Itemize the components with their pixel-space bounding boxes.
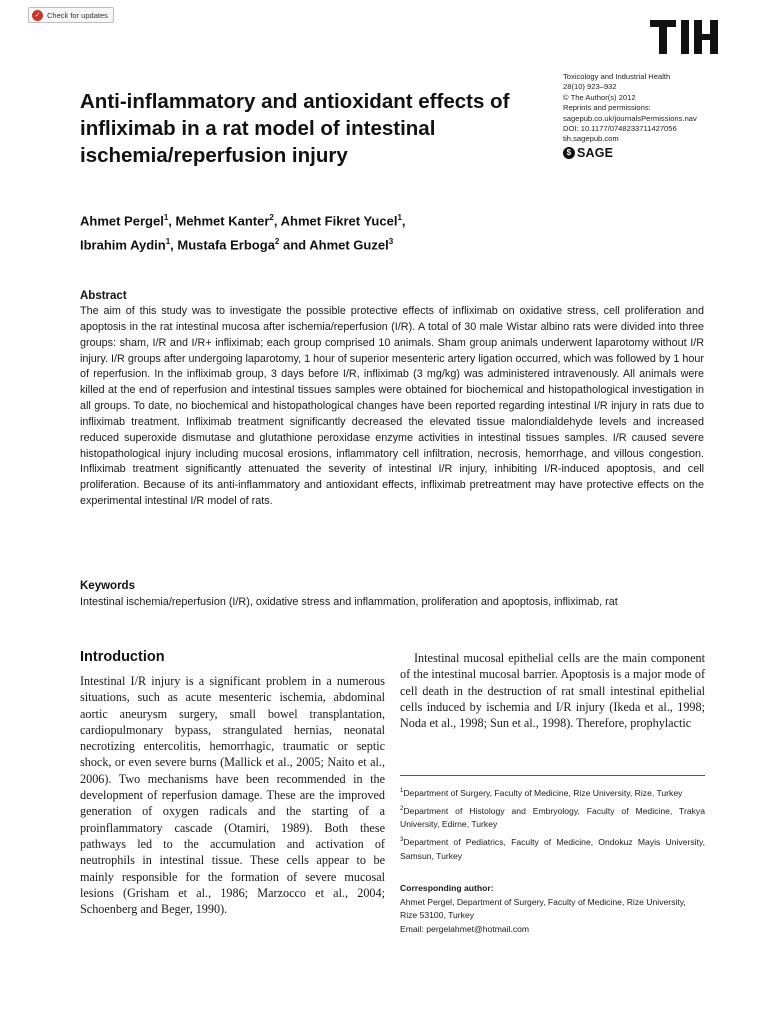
keywords-text: Intestinal ischemia/reperfusion (I/R), oxidative stress and inflammation, proliferation and apoptosis, infliximab, rat	[80, 596, 618, 608]
corresponding-author-email[interactable]: Email: pergelahmet@hotmail.com	[400, 923, 530, 934]
author-name: Ibrahim Aydin	[80, 237, 166, 253]
affiliation-item	[400, 803, 705, 832]
author-separator: ,	[170, 237, 178, 253]
doi[interactable]: DOI: 10.1177/0748233711427056	[563, 124, 677, 134]
copyright: © The Author(s) 2012	[563, 92, 636, 102]
author-affiliation-marker: 2	[269, 213, 274, 222]
author-line-2	[80, 231, 680, 255]
affiliation-marker: 2	[400, 805, 404, 812]
abstract-text: The aim of this study was to investigate the possible protective effects of infliximab on oxidative stress, cell proliferation and apoptosis in the rat intestinal mucosa after ischemia/reperfusion (I/R). A total of 30 male Wistar albino rats were divided into three groups: sham, I/R and I/R+ infliximab; each group comprised 10 animals. Sham group animals underwent laparotomy without I/R injury. I/R groups after undergoing laparotomy, 1 hour of superior mesenteric artery ligation occurred, which was followed by 1 hour of reperfusion. In the infliximab group, 3 days before I/R, infliximab (3 mg/kg) was administered intravenously. All animals were killed at the end of reperfusion and intestinal tissues samples were obtained for biochemical and histopathological investigation in all groups. To date, no biochemical and histopathological changes have been reported regarding intestinal I/R injury in rats due to infliximab treatment. Infliximab treatment significantly decreased the elevated tissue malondialdehyde levels and increased reduced superoxide dismutase and glutathione peroxidase enzyme activities in intestinal tissues samples. I/R caused severe histopathological injury including mucosal erosions, inflammatory cell infiltration, necrosis, hemorrhage, and villous congestion. Infliximab treatment significantly attenuated the severity of intestinal I/R injury, inhibiting I/R-induced apoptosis, and cell proliferation. Because of its anti-inflammatory and antioxidant effects, infliximab pretreatment may have protective effects on the experimental intestinal I/R model of rats.	[80, 305, 704, 508]
corresponding-author	[400, 882, 705, 936]
update-icon: ✓	[32, 10, 43, 21]
author-affiliation-marker: 1	[163, 213, 169, 222]
author-affiliation-marker: 1	[397, 213, 402, 222]
author-list	[80, 207, 680, 256]
introduction-paragraph-1: Intestinal I/R injury is a significant problem in a numerous situations, such as acute mesenteric ischemia, abdominal aortic aneurysm surgery, small bowel transplantation, cardiopulmonary bypass, strangulated hernias, neonatal necrotizing entercolitis, hemorrhagic, traumatic or septic shock, or even severe burns (Mallick et al., 2005; Naito et al., 2006). Two mechanisms have been recommended in the development of reperfusion damage. These are the improved generation of oxygen radicals and the starting of a proinflammatory cascade (Otamiri, 1989). Both these pathways led to the accumulation and activation of neutrophils in intestinal tissue. These cells appear to be mainly responsible for the formation of severe mucosal lesions (Grisham et al., 1986; Marzocco et al., 2004; Schoenberg and Beger, 1990).	[80, 674, 385, 917]
author-separator: ,	[273, 213, 281, 229]
author-affiliation-marker: 1	[165, 237, 171, 247]
journal-meta	[563, 72, 763, 159]
corresponding-author-address: Ahmet Pergel, Department of Surgery, Faculty of Medicine, Rize University, Rize 53100, Turkey	[400, 896, 686, 921]
author-affiliation-marker: 3	[388, 237, 394, 247]
journal-logo	[650, 14, 718, 58]
affiliation-item	[400, 785, 705, 801]
affiliation-item	[400, 834, 705, 863]
author-name: Ahmet Pergel	[80, 213, 164, 229]
journal-volume: 28(10) 923–932	[563, 82, 617, 92]
permissions-link[interactable]: sagepub.co.uk/journalsPermissions.nav	[563, 113, 697, 123]
publisher-logo	[563, 147, 763, 159]
affiliations	[400, 785, 705, 866]
author-affiliation-marker: 2	[274, 237, 280, 247]
abstract-heading: Abstract	[80, 290, 127, 302]
abstract-section	[80, 289, 704, 510]
check-for-updates-button[interactable]	[28, 7, 114, 23]
affiliation-marker: 1	[400, 788, 404, 794]
affiliation-text: Department of Surgery, Faculty of Medicine, Rize University, Rize, Turkey	[403, 787, 683, 798]
introduction-heading: Introduction	[80, 649, 165, 665]
journal-name: Toxicology and Industrial Health	[563, 72, 671, 81]
author-line-1	[80, 207, 680, 231]
footnote-divider	[400, 775, 705, 776]
affiliation-text: Department of Histology and Embryology, Faculty of Medicine, Trakya University, Edirne, Turkey	[400, 805, 705, 830]
journal-site-link[interactable]: tih.sagepub.com	[563, 134, 619, 144]
keywords-heading: Keywords	[80, 580, 135, 592]
introduction-paragraph-2: Intestinal mucosal epithelial cells are the main component of the intestinal mucosal barrier. Apoptosis is a major mode of cell death in the destruction of rat small intestinal epithelial cells induced by ischemia and I/R injury (Ikeda et al., 1998; Noda et al., 1998; Sun et al., 1998). Therefore, prophylactic	[400, 651, 705, 731]
affiliation-marker: 3	[400, 837, 404, 844]
author-name: Mustafa Erboga	[177, 237, 275, 253]
publisher-name: SAGE	[577, 145, 614, 160]
author-separator: ,	[168, 213, 176, 229]
keywords-section	[80, 579, 704, 610]
affiliation-text: Department of Pediatrics, Faculty of Medicine, Ondokuz Mayis University, Samsun, Turkey	[400, 836, 705, 861]
check-for-updates-label: Check for updates	[47, 10, 108, 20]
author-separator: and	[279, 237, 310, 253]
sage-icon: $	[563, 147, 575, 159]
author-name: Ahmet Fikret Yucel	[280, 213, 398, 229]
author-name: Mehmet Kanter	[175, 213, 270, 229]
reprints-label: Reprints and permissions:	[563, 103, 651, 113]
author-name: Ahmet Guzel	[309, 237, 389, 253]
author-separator: ,	[401, 213, 406, 229]
corresponding-author-label: Corresponding author:	[400, 883, 494, 893]
article-title: Anti-inflammatory and antioxidant effects of infliximab in a rat model of intestinal ischemia/reperfusion injury	[80, 90, 510, 167]
